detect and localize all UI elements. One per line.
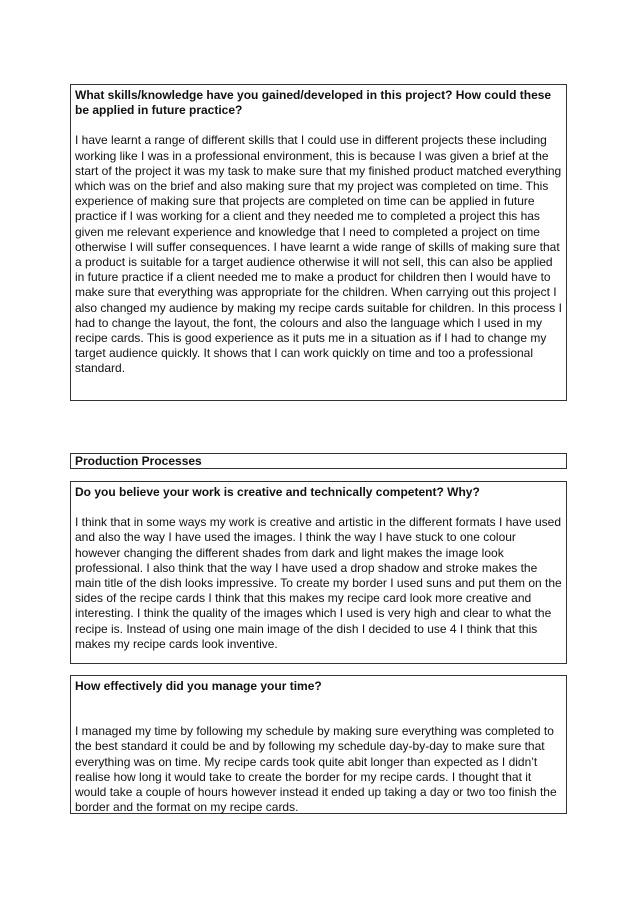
- production-processes-header-box: [70, 453, 567, 469]
- time-management-box: [70, 675, 567, 814]
- skills-question: What skills/knowledge have you gained/developed in this project? How could these be applied in future practice?: [75, 88, 552, 118]
- creative-answer: I think that in some ways my work is creative and artistic in the different formats I have used and also the way I have used the images. I think the way I have stuck to one colour however changing the different shades from dark and light makes the image look professional. I also think that the way I have used a drop shadow and stroke makes the main title of the dish looks impressive. To create my border I used suns and put them on the sides of the recipe cards I think that this makes my recipe card look more creative and interesting. I think the quality of the images which I used is very high and clear to what the recipe is. Instead of using one main image of the dish I decided to use 4 I think that this makes my recipe cards look inventive.: [75, 515, 562, 651]
- time-answer: I managed my time by following my schedule by making sure everything was completed to the best standard it could be and by following my schedule day-by-day to make sure that everything was on time. My recipe cards took quite abit longer than expected as I didn’t realise how long it would take to create the border for my recipe cards. I thought that it would take a couple of hours however instead it ended up taking a day or two too finish the border and the format on my recipe cards.: [75, 724, 557, 815]
- skills-knowledge-box: [70, 84, 567, 401]
- skills-answer: I have learnt a range of different skills that I could use in different projects these including working like I was in a professional environment, this is because I was given a brief at the start of the project it was my task to make sure that my finished product matched everything which was on the brief and also making sure that my project was completed on time. This experience of making sure that projects are completed on time can be applied in future practice if I was working for a client and they needed me to completed a project this has given me relevant experience and knowledge that I need to completed a project on time otherwise I will suffer consequences. I have learnt a wide range of skills of making sure that a product is suitable for a target audience otherwise it will not sell, this can also be applied in future practice if a client needed me to make a product for children then I would have to make sure that everything was appropriate for the children. When carrying out this project I also changed my audience by making my recipe cards suitable for children. In this process I had to change the layout, the font, the colours and also the language which I used in my recipe cards. This is good experience as it puts me in a situation as if I had to change my target audience quickly. It shows that I can work quickly on time and too a professional standard.: [75, 133, 562, 376]
- spacer: [75, 500, 562, 515]
- time-question: How effectively did you manage your time?: [75, 679, 322, 693]
- creative-competence-box: [70, 481, 567, 664]
- creative-question: Do you believe your work is creative and technically competent? Why?: [75, 485, 480, 499]
- spacer: [75, 694, 562, 724]
- production-processes-heading: Production Processes: [75, 454, 202, 468]
- spacer: [75, 118, 562, 133]
